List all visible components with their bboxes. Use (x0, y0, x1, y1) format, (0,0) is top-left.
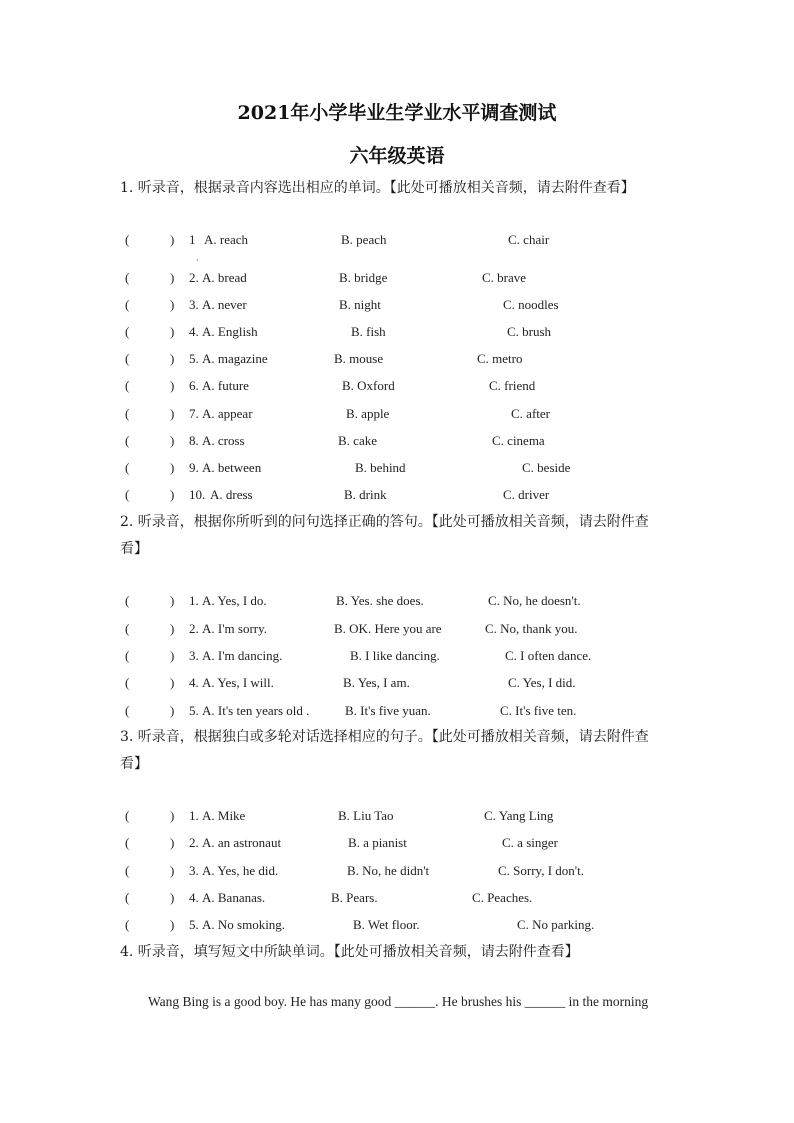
answer-blank-close-paren: ) (170, 406, 175, 421)
decorative-dot: · (196, 256, 199, 265)
answer-blank-open-paren: ( (125, 593, 130, 608)
option-b: B. drink (344, 487, 387, 502)
question-row (0, 270, 794, 290)
answer-blank-close-paren: ) (170, 917, 175, 932)
section-2-instruction: 2. 听录音，根据你所听到的问句选择正确的答句。【此处可播放相关音频，请去附件查看】 (120, 514, 649, 557)
option-c: C. brave (482, 270, 527, 285)
question-row (0, 890, 794, 910)
option-c: C. friend (489, 378, 536, 393)
answer-blank-close-paren: ) (170, 270, 175, 285)
option-b: B. peach (341, 232, 387, 247)
option-a: A. I'm dancing. (202, 648, 283, 663)
answer-blank-open-paren: ( (125, 648, 130, 663)
answer-blank-close-paren: ) (170, 863, 175, 878)
question-row (0, 378, 794, 398)
answer-blank-open-paren: ( (125, 890, 130, 905)
answer-blank-open-paren: ( (125, 487, 130, 502)
option-c: C. No, thank you. (485, 621, 578, 636)
answer-blank-open-paren: ( (125, 621, 130, 636)
answer-blank-open-paren: ( (125, 378, 130, 393)
section-1-instruction: 1. 听录音，根据录音内容选出相应的单词。【此处可播放相关音频，请去附件查看】 (120, 180, 635, 196)
question-row (0, 621, 794, 641)
cloze-passage: Wang Bing is a good boy. He has many good ______. He brushes his ______ in the morning (148, 994, 649, 1009)
option-b: B. bridge (339, 270, 388, 285)
question-number: 5. (189, 917, 199, 932)
question-row (0, 835, 794, 855)
question-number: 1. (189, 593, 199, 608)
answer-blank-open-paren: ( (125, 433, 130, 448)
question-number: 5. (189, 351, 199, 366)
option-a: A. English (202, 324, 258, 339)
option-b: B. Yes, I am. (343, 675, 410, 690)
question-number: 10. (189, 487, 206, 502)
question-row (0, 460, 794, 480)
page-title: 2021年小学毕业生学业水平调查测试 (237, 102, 557, 124)
option-a: A. magazine (202, 351, 268, 366)
question-number: 2. (189, 270, 199, 285)
question-row (0, 648, 794, 668)
option-b: B. OK. Here you are (334, 621, 442, 636)
question-number: 7. (189, 406, 199, 421)
answer-blank-open-paren: ( (125, 270, 130, 285)
option-a: A. future (202, 378, 249, 393)
option-b: B. behind (355, 460, 406, 475)
option-c: C. chair (508, 232, 550, 247)
option-b: B. night (339, 297, 381, 312)
answer-blank-open-paren: ( (125, 808, 130, 823)
answer-blank-close-paren: ) (170, 487, 175, 502)
answer-blank-open-paren: ( (125, 703, 130, 718)
answer-blank-open-paren: ( (125, 835, 130, 850)
option-a: A. I'm sorry. (202, 621, 268, 636)
option-a: A. never (202, 297, 247, 312)
option-b: B. apple (346, 406, 390, 421)
question-number: 3. (189, 648, 199, 663)
answer-blank-close-paren: ) (170, 232, 175, 247)
option-c: C. brush (507, 324, 552, 339)
option-c: C. after (511, 406, 550, 421)
option-c: C. It's five ten. (500, 703, 577, 718)
question-row (0, 232, 794, 252)
question-number: 9. (189, 460, 199, 475)
option-a: A. Yes, he did. (202, 863, 279, 878)
question-row (0, 703, 794, 723)
option-c: C. beside (522, 460, 571, 475)
answer-blank-open-paren: ( (125, 351, 130, 366)
option-a: A. Bananas. (202, 890, 266, 905)
question-number: 2. (189, 835, 199, 850)
option-c: C. driver (503, 487, 550, 502)
question-row (0, 917, 794, 937)
option-b: B. Oxford (342, 378, 395, 393)
question-number: 8. (189, 433, 199, 448)
page-subtitle: 六年级英语 (349, 145, 445, 167)
question-row (0, 863, 794, 883)
answer-blank-close-paren: ) (170, 621, 175, 636)
option-c: C. Yes, I did. (508, 675, 576, 690)
answer-blank-open-paren: ( (125, 675, 130, 690)
option-b: B. Liu Tao (338, 808, 394, 823)
answer-blank-open-paren: ( (125, 917, 130, 932)
answer-blank-open-paren: ( (125, 863, 130, 878)
question-row (0, 433, 794, 453)
option-c: C. I often dance. (505, 648, 592, 663)
answer-blank-open-paren: ( (125, 460, 130, 475)
question-row (0, 324, 794, 344)
answer-blank-open-paren: ( (125, 324, 130, 339)
question-number: 4. (189, 675, 199, 690)
question-row (0, 675, 794, 695)
option-a: A. between (202, 460, 262, 475)
option-a: A. Mike (202, 808, 246, 823)
question-number: 5. (189, 703, 199, 718)
answer-blank-close-paren: ) (170, 378, 175, 393)
question-number: 3. (189, 863, 199, 878)
answer-blank-close-paren: ) (170, 297, 175, 312)
option-c: C. a singer (502, 835, 558, 850)
question-number: 1. (189, 808, 199, 823)
option-b: B. Wet floor. (353, 917, 420, 932)
option-a: A. It's ten years old . (202, 703, 310, 718)
answer-blank-open-paren: ( (125, 297, 130, 312)
question-row (0, 808, 794, 828)
question-row (0, 487, 794, 507)
option-a: A. Yes, I do. (202, 593, 267, 608)
answer-blank-close-paren: ) (170, 324, 175, 339)
option-c: C. Peaches. (472, 890, 533, 905)
answer-blank-close-paren: ) (170, 675, 175, 690)
section-3-instruction: 3. 听录音，根据独白或多轮对话选择相应的句子。【此处可播放相关音频，请去附件查看】 (120, 729, 649, 772)
question-number: 2. (189, 621, 199, 636)
option-a: A. Yes, I will. (202, 675, 274, 690)
option-c: C. Yang Ling (484, 808, 554, 823)
question-row (0, 297, 794, 317)
option-a: A. No smoking. (202, 917, 286, 932)
option-b: B. Yes. she does. (336, 593, 424, 608)
option-a: A. an astronaut (202, 835, 282, 850)
answer-blank-open-paren: ( (125, 232, 130, 247)
option-b: B. No, he didn't (347, 863, 430, 878)
question-number: 4. (189, 890, 199, 905)
option-c: C. noodles (503, 297, 559, 312)
answer-blank-close-paren: ) (170, 351, 175, 366)
answer-blank-close-paren: ) (170, 835, 175, 850)
option-a: A. dress (210, 487, 253, 502)
answer-blank-close-paren: ) (170, 433, 175, 448)
answer-blank-open-paren: ( (125, 406, 130, 421)
option-a: A. cross (202, 433, 245, 448)
option-a: A. bread (202, 270, 247, 285)
option-b: B. mouse (334, 351, 384, 366)
answer-blank-close-paren: ) (170, 703, 175, 718)
option-b: B. cake (338, 433, 377, 448)
option-a: A. reach (204, 232, 249, 247)
option-a: A. appear (202, 406, 253, 421)
answer-blank-close-paren: ) (170, 808, 175, 823)
option-b: B. fish (351, 324, 386, 339)
question-row (0, 593, 794, 613)
option-c: C. No parking. (517, 917, 595, 932)
option-c: C. Sorry, I don't. (498, 863, 584, 878)
answer-blank-close-paren: ) (170, 648, 175, 663)
option-b: B. It's five yuan. (345, 703, 431, 718)
question-row (0, 351, 794, 371)
question-number: 4. (189, 324, 199, 339)
answer-blank-close-paren: ) (170, 593, 175, 608)
answer-blank-close-paren: ) (170, 890, 175, 905)
question-number: 6. (189, 378, 199, 393)
answer-blank-close-paren: ) (170, 460, 175, 475)
option-b: B. a pianist (348, 835, 407, 850)
option-b: B. Pears. (331, 890, 378, 905)
option-c: C. No, he doesn't. (488, 593, 581, 608)
option-c: C. cinema (492, 433, 545, 448)
question-row (0, 406, 794, 426)
section-4-instruction: 4. 听录音，填写短文中所缺单词。【此处可播放相关音频，请去附件查看】 (120, 944, 579, 960)
option-b: B. I like dancing. (350, 648, 440, 663)
option-c: C. metro (477, 351, 523, 366)
question-number: 3. (189, 297, 199, 312)
question-number: 1 (189, 232, 196, 247)
